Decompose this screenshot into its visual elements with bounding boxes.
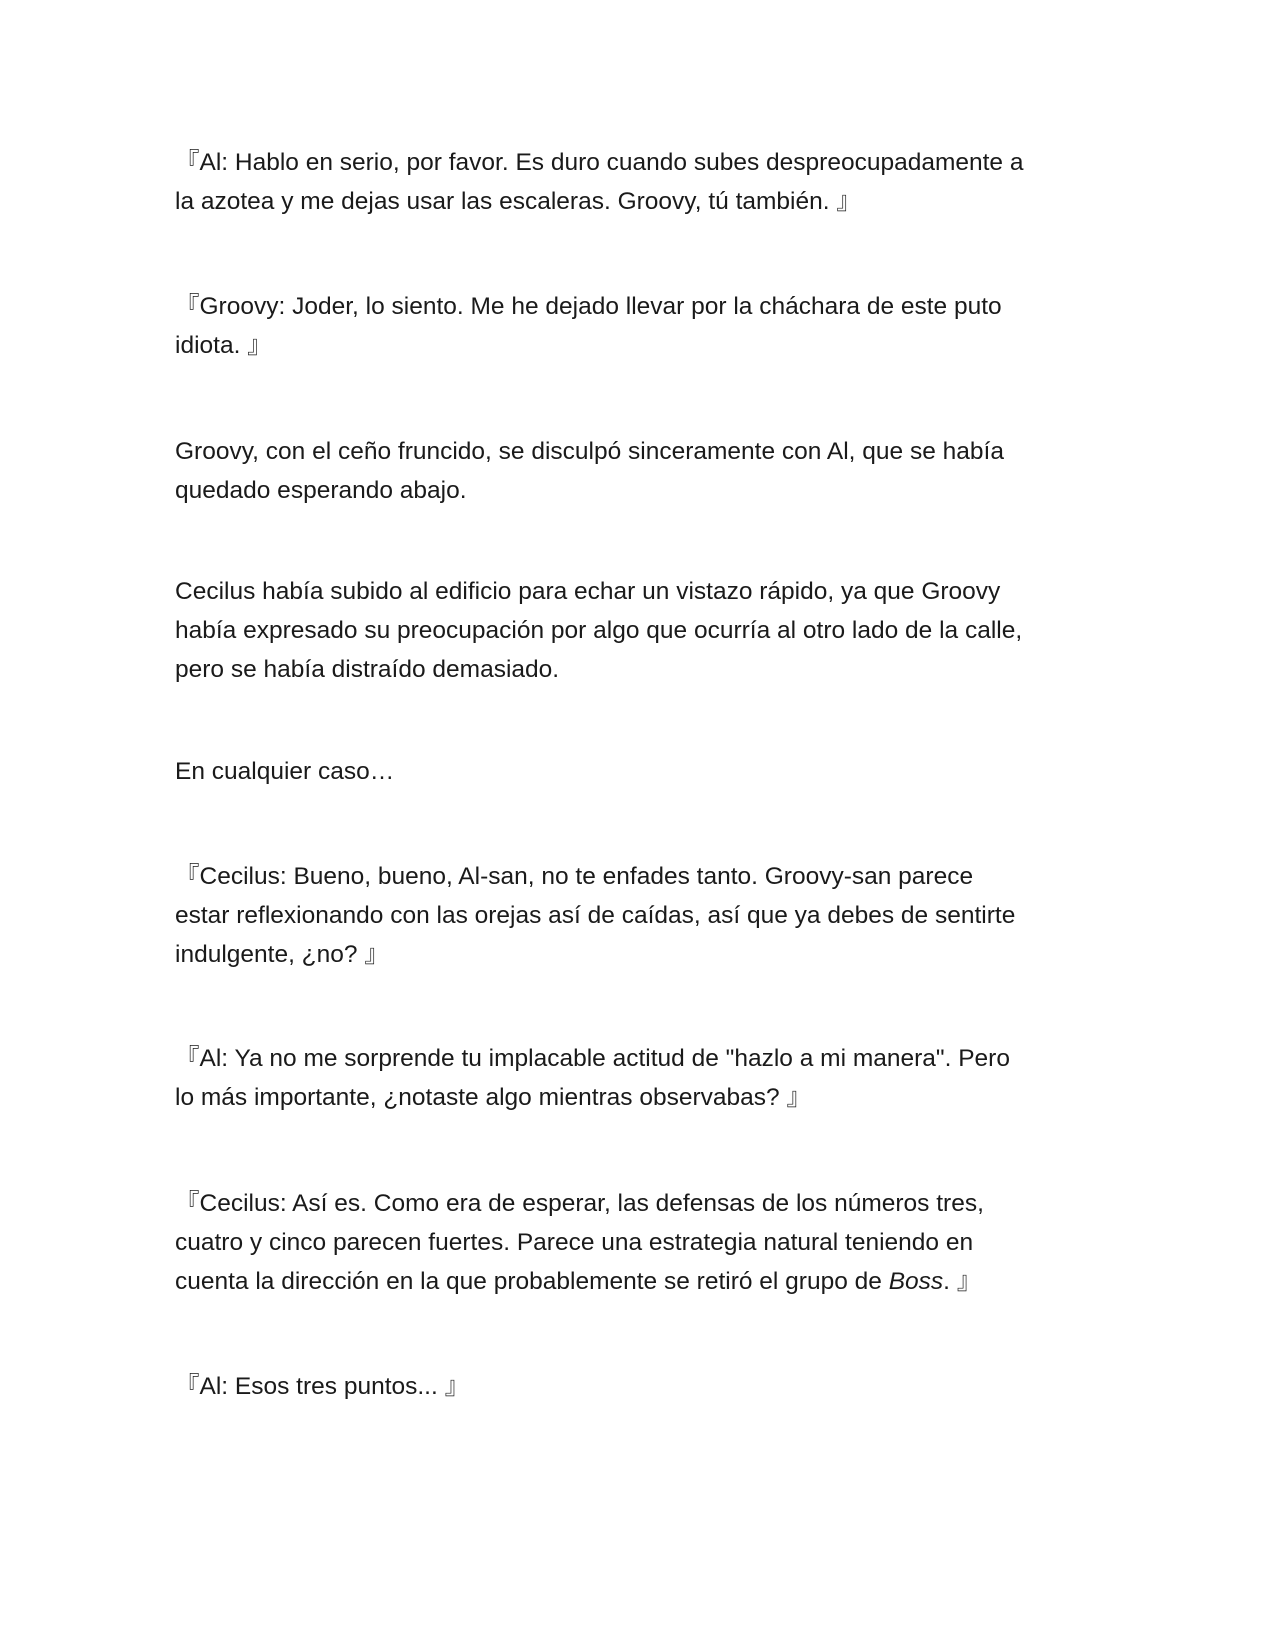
text-line: había expresado su preocupación por algo que ocurría al otro lado de la calle,: [175, 617, 1023, 644]
paragraph-cecilus-2: [175, 1184, 1095, 1301]
paragraph-al-1: [175, 143, 1095, 221]
paragraph-al-2: [175, 1039, 1095, 1117]
text-line: 『Cecilus: Así es. Como era de esperar, las defensas de los números tres,: [175, 1190, 984, 1217]
text-line: 『Groovy: Joder, lo siento. Me he dejado llevar por la cháchara de este puto: [175, 293, 1002, 320]
paragraph-narration-1: [175, 432, 1095, 510]
text-line: 『Al: Ya no me sorprende tu implacable actitud de "hazlo a mi manera". Pero: [175, 1045, 1010, 1072]
text-line: lo más importante, ¿notaste algo mientras observabas? 』: [175, 1084, 811, 1111]
text-line: 『Cecilus: Bueno, bueno, Al-san, no te enfades tanto. Groovy-san parece: [175, 863, 974, 890]
text-line: estar reflexionando con las orejas así de caídas, así que ya debes de sentirte: [175, 902, 1016, 929]
text-line: indulgente, ¿no? 』: [175, 941, 389, 968]
paragraph-groovy-1: [175, 287, 1095, 365]
text-line: cuatro y cinco parecen fuertes. Parece una estrategia natural teniendo en: [175, 1229, 974, 1256]
text-line: [175, 1262, 1095, 1301]
text-line: la azotea y me dejas usar las escaleras. Groovy, tú también. 』: [175, 188, 861, 215]
text-line: En cualquier caso…: [175, 758, 395, 785]
paragraph-cecilus-1: [175, 857, 1095, 974]
text-line: pero se había distraído demasiado.: [175, 656, 560, 683]
italic-word: Boss: [888, 1268, 944, 1295]
text-line: Cecilus había subido al edificio para echar un vistazo rápido, ya que Groovy: [175, 578, 1001, 605]
paragraph-narration-3: [175, 752, 1095, 791]
text-line: 『Al: Hablo en serio, por favor. Es duro cuando subes despreocupadamente a: [175, 149, 1024, 176]
text-line: Groovy, con el ceño fruncido, se disculpó sinceramente con Al, que se había: [175, 438, 1004, 465]
text-line: idiota. 』: [175, 332, 272, 359]
paragraph-al-3: [175, 1367, 1095, 1406]
text-segment: . 』: [943, 1268, 982, 1295]
text-line: 『Al: Esos tres puntos... 』: [175, 1373, 470, 1400]
paragraph-narration-2: [175, 572, 1095, 689]
text-line: quedado esperando abajo.: [175, 477, 467, 504]
text-segment: cuenta la dirección en la que probablemente se retiró el grupo de: [175, 1268, 889, 1295]
